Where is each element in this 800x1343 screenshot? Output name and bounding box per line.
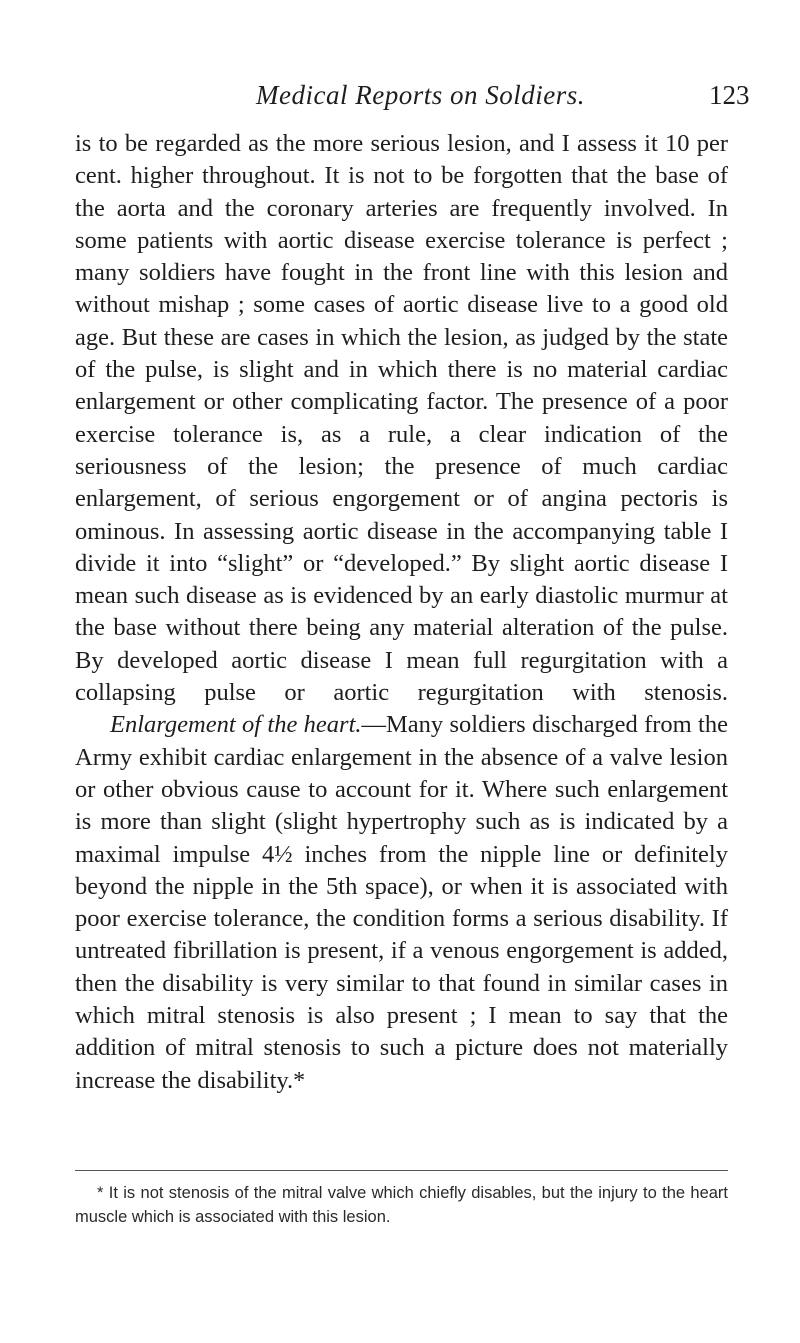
section-heading: Enlargement of the heart. bbox=[110, 711, 362, 739]
page-number: 123 bbox=[709, 80, 750, 110]
footnote-divider bbox=[75, 1170, 728, 1171]
paragraph-enlargement-of-heart bbox=[75, 709, 728, 1097]
footnote-marker: * bbox=[293, 1067, 306, 1094]
main-text bbox=[75, 128, 728, 1097]
paragraph-1-text: is to be regarded as the more serious lesion, and I assess it 10 per cent. higher throughout. It is not to be forgotten that the base of the aorta and the coronary arteries are frequently involved. In some patients with aortic disease exercise tolerance is perfect ; many soldiers have fought in the front line with this lesion and without mishap ; some cases of aortic disease live to a good old age. But these are cases in which the lesion, as judged by the state of the pulse, is slight and in which there is no material cardiac enlargement or other complicating factor. The presence of a poor exercise tolerance is, as a rule, a clear indication of the seriousness of the lesion; the presence of much cardiac enlargement, of serious engorgement or of angina pectoris is ominous. In assessing aortic disease in the accompanying table I divide it into “slight” or “developed.” By slight aortic disease I mean such disease as is evidenced by an early diastolic murmur at the base without there being any material alteration of the pulse. By developed aortic disease I mean full regurgitation with a collapsing pulse or aortic regurgitation with stenosis. bbox=[75, 130, 728, 707]
page-header bbox=[0, 80, 800, 120]
footnote: * It is not stenosis of the mitral valve which chiefly disables, but the injury to the heart muscle which is associated with this lesion. bbox=[75, 1184, 728, 1226]
running-title: Medical Reports on Soldiers. bbox=[256, 80, 585, 110]
paragraph-2-text: —Many soldiers discharged from the Army exhibit cardiac enlargement in the absence of a valve lesion or other obvious cause to account for it. Where such enlargement is more than slight (slight hypertrophy such as is indicated by a maximal impulse 4½ inches from the nipple line or definitely beyond the nipple in the 5th space), or when it is associated with poor exercise tolerance, the condition forms a serious disability. If untreated fibrillation is present, if a venous engorgement is added, then the disability is very similar to that found in similar cases in which mitral stenosis is also present ; I mean to say that the addition of mitral stenosis to such a picture does not materially increase the disability. bbox=[75, 711, 728, 1094]
paragraph-continuation bbox=[75, 128, 728, 709]
